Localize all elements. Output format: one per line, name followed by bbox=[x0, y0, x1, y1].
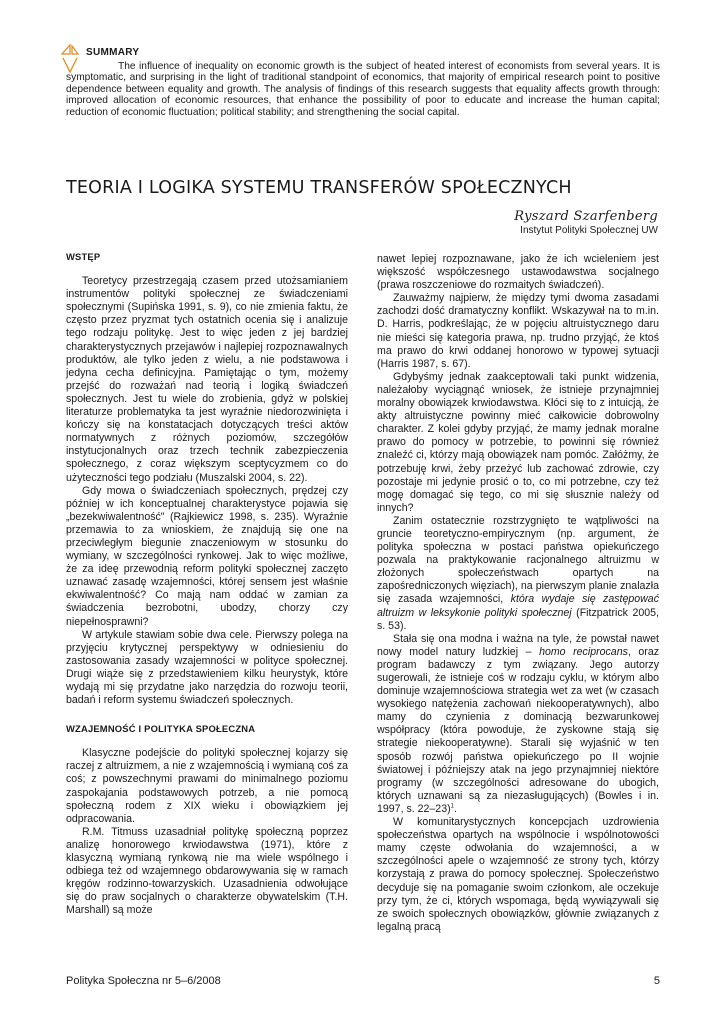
summary-section bbox=[66, 44, 660, 118]
text-run: , oraz program badawczy z tym związany. Jego autorzy sugerowali, że istnieje coś w rodzaju cyklu, w którym albo dominuje wzajemnościowa strategia wet za wet (w czasach wysokiego natężenia zachowań niekooperatywnych), albo mamy do czynienia z dominacją bezwarunkowej współpracy (która powoduje, że zyskowne stają się strategie niekooperatywne). Starali się wyjaśnić w ten sposób rozwój państwa opiekuńczego po II wojnie światowej i późniejszy atak na jego przynajmniej niektóre programy (w szczególności adresowane do ubogich, których uznawani są za niezasługujących) (Bowles i in. 1997, s. 22–23) bbox=[377, 645, 660, 815]
text-run: . bbox=[453, 802, 457, 815]
page-footer bbox=[66, 975, 660, 987]
italic-quote: która wydaje się zastępować altruizm w leksykonie polityki społecznej bbox=[377, 593, 659, 619]
paragraph: Zauważmy najpierw, że między tymi dwoma zasadami zachodzi dość dramatyczny konflikt. Wskazywał na to m.in. D. Harris, podkreślając, że w pojęciu altruistycznego daru nie mieści się kategoria prawa, np. trudno przyjąć, że ktoś ma prawo do krwi oddanej honorowo w typowej sytuacji (Harris 1987, s. 67). bbox=[377, 292, 659, 370]
paragraph bbox=[377, 515, 659, 633]
paragraph: W komunitarystycznych koncepcjach uzdrowienia społeczeństwa opartych na wspólnocie i wspólnotowości mamy częste odwołania do wzajemności, a w szczególności apele o wzajemność ze strony tych, którzy korzystają z prawa do pomocy społecznej. Społeczeństwo decyduje się na pomaganie swoim członkom, ale oczekuje przy tym, że ci, których wspomaga, będą wywiązywali się ze swoich społecznych obowiązków, głównie związanych z legalną pracą bbox=[377, 816, 659, 933]
journal-name: Polityka Społeczna nr 5–6/2008 bbox=[66, 975, 221, 987]
footnote-marker[interactable]: 1 bbox=[450, 803, 454, 810]
paragraph: Klasyczne podejście do polityki społecznej kojarzy się raczej z altruizmem, a nie z wzajemnością i wymianą coś za coś; z powszechnymi prawami do minimalnego poziomu zaspokajania podstawowych potrzeb, a nie pomocą społeczną rodem z XIX wieku i obowiązkiem jej odpracowania. bbox=[66, 747, 348, 825]
italic-term: homo reciprocans bbox=[539, 645, 628, 658]
text-run: (Fitzpatrick 2005, s. 53). bbox=[377, 606, 659, 632]
paragraph: W artykule stawiam sobie dwa cele. Pierwszy polega na przyjęciu krytycznej perspektywy w odniesieniu do zastosowania zasady wzajemności w polityce społecznej. Drugi wiąże się z przedstawieniem kilku heurystyk, które wydają mi się przydatne jako narzędzia do rozwoju teorii, badań i reform systemu świadczeń społecznych. bbox=[66, 628, 348, 707]
section-heading-intro: WSTĘP bbox=[66, 251, 101, 262]
paragraph: Teoretycy przestrzegają czasem przed utożsamianiem instrumentów polityki społecznej ze świadczeniami społecznymi (Supińska 1991, s. 9), co nie zmienia faktu, że często przez pryzmat tych ostatnich ocenia się i analizuje tego rodzaju politykę. Jest to więc jeden z jej bardziej charakterystycznych przejawów i najlepiej rozpoznawalnych produktów, ale tylko jeden z wielu, a nie podstawowa i jedyna cecha definicyjna. Pamiętając o tym, możemy przejść do rozważań nad teorią i logiką świadczeń społecznych. Jest tu wiele do zrobienia, gdyż w polskiej literaturze problematyka ta jest wyraźnie niedorozwinięta i kończy się na konstatacjach dotyczących treści aktów normatywnych z różnych poziomów, szczegółów instytucjonalnych oraz trzech technik zabezpieczenia społecznego, z coraz większym sceptycyzmem co do użyteczności tego podziału (Muszalski 2004, s. 22). bbox=[66, 275, 348, 484]
text-run: Zanim ostatecznie rozstrzygnięto te wątpliwości na gruncie teoretyczno-empirycznym (np. argument, że polityka społeczna w postaci państwa opiekuńczego pozwala na praktykowanie racjonalnego altruizmu w złożonych społeczeństwach opartych na zapośredniczonych więziach), na pierwszym planie znalazła się zasada wzajemności, bbox=[377, 514, 659, 606]
text-run: Stała się ona modna i ważna na tyle, że powstał nawet nowy model natury ludzkiej – bbox=[377, 632, 659, 658]
paragraph: R.M. Titmuss uzasadniał politykę społeczną poprzez analizę honorowego krwiodawstwa (1971), które z klasyczną wymianą rynkową nie ma wiele wspólnego i odbiega też od wzajemnego obdarowywania się w ramach kręgów rodzinno-towarzyskich. Uzasadnienia odwołujące się do praw socjalnych o charakterze obywatelskim (T.H. Marshall) są może bbox=[66, 825, 348, 917]
summary-heading: SUMMARY bbox=[86, 46, 140, 58]
author-affiliation: Instytut Polityki Społecznej UW bbox=[520, 225, 658, 236]
article-title: TEORIA I LOGIKA SYSTEMU TRANSFERÓW SPOŁECZNYCH bbox=[66, 178, 572, 198]
section-heading-reciprocity: WZAJEMNOŚĆ I POLITYKA SPOŁECZNA bbox=[66, 723, 256, 735]
summary-text: The influence of inequality on economic growth is the subject of heated interest of economists from several years. It is symptomatic, and surprising in the light of traditional standpoint of economics, that majority of empirical research point to positive dependence between equality and growth. The analysis of findings of this research suggests that equality affects growth through: improved allocation of economic resources, that enhance the possibility of poor to educate and increase the human capital; reduction of economic fluctuation; political stability; and strengthening the social capital. bbox=[66, 61, 660, 118]
summary-logo-icon bbox=[60, 44, 80, 74]
page-number: 5 bbox=[653, 975, 660, 987]
left-column bbox=[66, 250, 348, 918]
paragraph: nawet lepiej rozpoznawane, jako że ich wcieleniem jest większość współczesnego ustawodawstwa socjalnego (prawa roszczeniowe do rozmaitych świadczeń). bbox=[377, 253, 659, 292]
author-block bbox=[514, 209, 658, 236]
author-name: Ryszard Szarfenberg bbox=[514, 209, 658, 224]
paragraph bbox=[377, 633, 659, 816]
right-column bbox=[377, 253, 659, 934]
paragraph: Gdybyśmy jednak zaakceptowali taki punkt widzenia, należałoby wyciągnąć wniosek, że istnieje przynajmniej moralny obowiązek krwiodawstwa. Kłóci się to z intuicją, że akty altruistyczne powinny mieć całkowicie dobrowolny charakter. Z kolei gdyby przyjąć, że mamy jednak moralne prawo do pomocy w potrzebie, to powinni się również znaleźć ci, którzy mają obowiązek nam pomóc. Załóżmy, że potrzebuję krwi, żeby przeżyć lub zachować zdrowie, czy pozostaje mi jedynie prosić o to, co mi potrzebne, czy też mogę domagać się tego, co mi się słusznie należy od innych? bbox=[377, 370, 659, 514]
paragraph: Gdy mowa o świadczeniach społecznych, prędzej czy później w ich konceptualnej charakterystyce pojawia się „bezekwiwalentność" (Rajkiewicz 1998, s. 235). Wyraźnie przemawia to za wnioskiem, że znajdują się one na przeciwległym biegunie znaczeniowym w stosunku do wymiany, w szczególności rynkowej. Jak to więc możliwe, że za ideę przewodnią reform polityki społecznej zaczęto uznawać zasadę wzajemności, której sensem jest właśnie ekwiwalentność? Co mają nam oddać w zamian za świadczenia bezrobotni, ubodzy, chorzy czy niepełnosprawni? bbox=[66, 484, 348, 628]
